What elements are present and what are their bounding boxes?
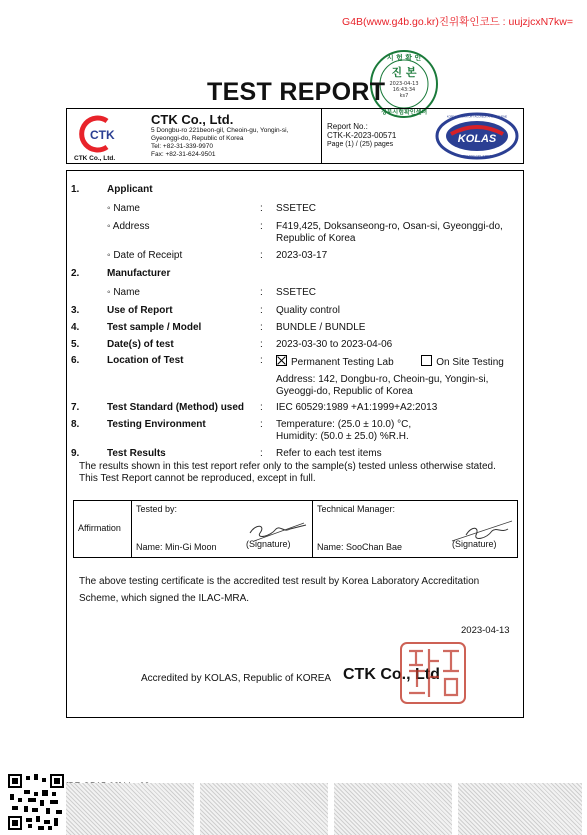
affirmation-table xyxy=(73,500,518,558)
receipt-label: ◦ Date of Receipt xyxy=(107,250,183,261)
results-value: Refer to each test items xyxy=(276,448,382,459)
applicant-address-1: F419,425, Doksanseong-ro, Osan-si, Gyeonggi-do, xyxy=(276,221,503,232)
verification-code: G4B(www.g4b.go.kr)진위확인코드 : uujzjcxN7kw= xyxy=(342,16,573,28)
location-options xyxy=(276,355,521,369)
company-tel: Tel: +82-31-339-9970 xyxy=(151,143,213,150)
accreditation-line-1: The above testing certificate is the accredited test result by Korea Laboratory Accreditation xyxy=(79,576,480,587)
section-number: 4. xyxy=(71,322,80,333)
applicant-name: SSETEC xyxy=(276,203,317,214)
security-pattern xyxy=(334,783,452,835)
note-line-1: The results shown in this test report refer only to the sample(s) tested unless otherwise stated. xyxy=(79,461,496,472)
logo-text: CTK xyxy=(90,128,115,142)
kolas-logo xyxy=(435,112,519,160)
stamp-top: 시 험 확 인 xyxy=(386,54,422,62)
colon: : xyxy=(260,221,263,232)
colon: : xyxy=(260,355,263,366)
page-title: TEST REPORT xyxy=(207,78,386,106)
stamp-bottom: 정부시험확인센터 xyxy=(380,109,428,116)
colon: : xyxy=(260,402,263,413)
applicant-address-2: Republic of Korea xyxy=(276,233,356,244)
sample-value: BUNDLE / BUNDLE xyxy=(276,322,366,333)
section-number: 1. xyxy=(71,184,80,195)
colon: : xyxy=(260,448,263,459)
colon: : xyxy=(260,203,263,214)
onsite-label: On Site Testing xyxy=(436,357,504,368)
report-body xyxy=(66,170,524,718)
stamp-time: 16:43:34 xyxy=(392,87,416,93)
use-label: Use of Report xyxy=(107,305,173,316)
accreditation-line-2: Scheme, which signed the ILAC-MRA. xyxy=(79,593,250,604)
section-number: 7. xyxy=(71,402,80,413)
company-address-2: Gyeonggi-do, Republic of Korea xyxy=(151,135,244,142)
security-pattern xyxy=(458,783,582,835)
affirmation-label: Affirmation xyxy=(78,523,121,533)
tester-signature-label: (Signature) xyxy=(246,539,291,549)
applicant-name-label: ◦ Name xyxy=(107,203,140,214)
environment-temp: Temperature: (25.0 ± 10.0) °C, xyxy=(276,419,412,430)
section-number: 5. xyxy=(71,339,80,350)
report-no-label: Report No.: xyxy=(327,122,368,131)
ctk-logo xyxy=(73,113,125,161)
stamp-code: ks7 xyxy=(399,93,409,99)
onsite-checkbox xyxy=(421,355,432,366)
section-number: 9. xyxy=(71,448,80,459)
permanent-lab-label: Permanent Testing Lab xyxy=(291,357,394,368)
colon: : xyxy=(260,339,263,350)
company-name: CTK Co., Ltd. xyxy=(151,112,234,127)
company-seal xyxy=(399,641,467,705)
manufacturer-heading: Manufacturer xyxy=(107,268,171,279)
accredited-by: Accredited by KOLAS, Republic of KOREA xyxy=(141,673,332,684)
applicant-heading: Applicant xyxy=(107,184,153,195)
section-number: 6. xyxy=(71,355,80,366)
environment-humidity: Humidity: (50.0 ± 25.0) %R.H. xyxy=(276,431,409,442)
manufacturer-name-label: ◦ Name xyxy=(107,287,140,298)
colon: : xyxy=(260,419,263,430)
tested-by-label: Tested by: xyxy=(136,504,178,514)
colon: : xyxy=(260,287,263,298)
standard-value: IEC 60529:1989 +A1:1999+A2:2013 xyxy=(276,402,438,413)
manager-label: Technical Manager: xyxy=(317,504,396,514)
company-address-1: 5 Dongbu-ro 221beon-gil, Cheoin-gu, Yongin-si, xyxy=(151,127,289,134)
use-value: Quality control xyxy=(276,305,340,316)
kolas-ring-top: KOREA LABORATORY ACCREDITATION SCHEME xyxy=(446,115,508,119)
logo-caption: CTK Co., Ltd. xyxy=(74,155,116,161)
section-number: 2. xyxy=(71,268,80,279)
dates-value: 2023-03-30 to 2023-04-06 xyxy=(276,339,393,350)
section-number: 3. xyxy=(71,305,80,316)
company-fax: Fax: +82-31-624-9501 xyxy=(151,151,216,158)
colon: : xyxy=(260,250,263,261)
kolas-text: KOLAS xyxy=(457,133,497,145)
location-address-1: Address: 142, Dongbu-ro, Cheoin-gu, Yongin-si, xyxy=(276,374,489,385)
ctk-brand: CTK Co., Ltd xyxy=(343,666,440,683)
tester-name: Name: Min-Gi Moon xyxy=(136,542,217,552)
note-line-2: This Test Report cannot be reproduced, except in full. xyxy=(79,473,316,484)
receipt-date: 2023-03-17 xyxy=(276,250,328,261)
manager-signature-label: (Signature) xyxy=(452,539,497,549)
stamp-date: 2023-04-13 xyxy=(389,81,419,87)
stamp-center: 진 본 xyxy=(391,66,417,79)
results-label: Test Results xyxy=(107,448,166,459)
sample-label: Test sample / Model xyxy=(107,322,202,333)
security-pattern xyxy=(200,783,328,835)
colon: : xyxy=(260,322,263,333)
location-label: Location of Test xyxy=(107,355,184,366)
report-header xyxy=(66,108,524,164)
manager-name: Name: SooChan Bae xyxy=(317,542,403,552)
applicant-address-label: ◦ Address xyxy=(107,221,150,232)
report-no: CTK-K-2023-00571 xyxy=(327,131,397,140)
accreditation-date: 2023-04-13 xyxy=(461,625,510,636)
qr-code xyxy=(8,774,64,830)
permanent-lab-checkbox xyxy=(276,355,287,366)
kolas-ring-bottom: TESTING NO. KT519 xyxy=(462,154,492,158)
manufacturer-name: SSETEC xyxy=(276,287,317,298)
header-divider xyxy=(321,109,322,163)
environment-label: Testing Environment xyxy=(107,419,206,430)
dates-label: Date(s) of test xyxy=(107,339,174,350)
report-page: Page (1) / (25) pages xyxy=(327,141,394,148)
security-pattern xyxy=(66,783,194,835)
standard-label: Test Standard (Method) used xyxy=(107,402,245,413)
colon: : xyxy=(260,305,263,316)
section-number: 8. xyxy=(71,419,80,430)
location-address-2: Gyeoggi-do, Republic of Korea xyxy=(276,386,413,397)
